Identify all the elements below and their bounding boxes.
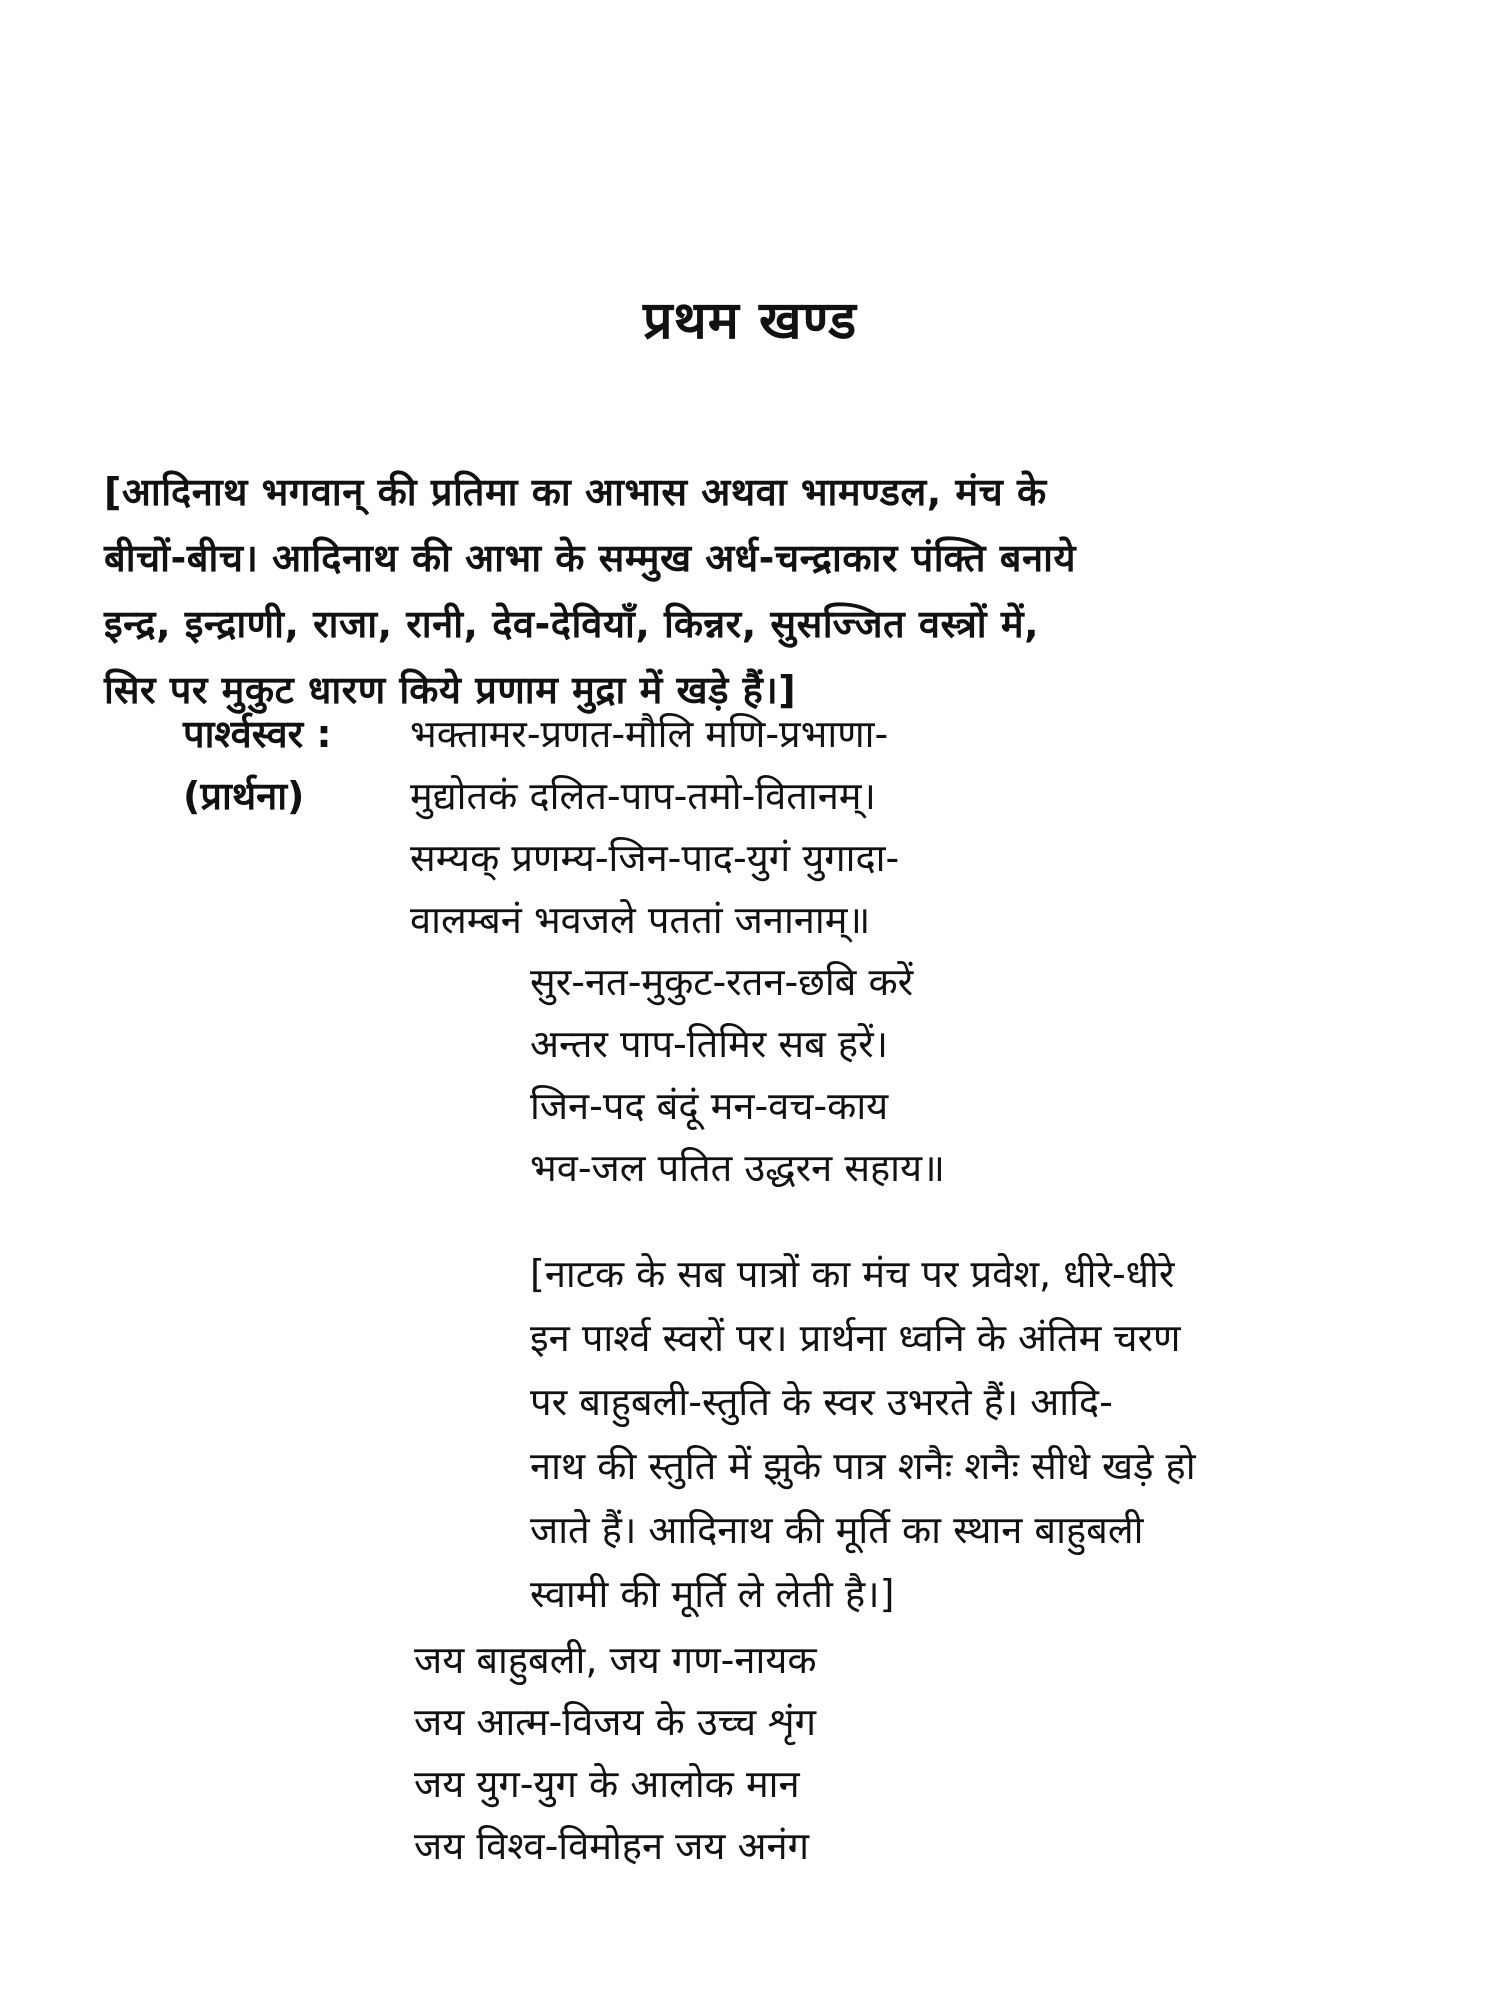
verse-line: सम्यक् प्रणम्य-जिन-पाद-युगं युगादा- bbox=[410, 836, 900, 880]
verse-line: मुद्योतकं दलित-पाप-तमो-वितानम्। bbox=[410, 774, 876, 818]
stanza-line: अन्तर पाप-तिमिर सब हरें। bbox=[530, 1022, 889, 1066]
jai-line: जय आत्म-विजय के उच्च शृंग bbox=[414, 1700, 817, 1744]
intro-line: सिर पर मुकुट धारण किये प्रणाम मुद्रा में खड़े हैं।] bbox=[104, 668, 797, 712]
stage-direction-line: [नाटक के सब पात्रों का मंच पर प्रवेश, धीरे-धीरे bbox=[530, 1252, 1175, 1296]
verse-line: भक्तामर-प्रणत-मौलि मणि-प्रभाणा- bbox=[410, 712, 889, 756]
verse-line: वालम्बनं भवजले पततां जनानाम्॥ bbox=[410, 898, 871, 942]
intro-line: [आदिनाथ भगवान् की प्रतिमा का आभास अथवा भामण्डल, मंच के bbox=[104, 470, 1047, 514]
stage-direction-line: स्वामी की मूर्ति ले लेती है।] bbox=[530, 1572, 895, 1616]
speaker-note: (प्रार्थना) bbox=[183, 774, 305, 818]
jai-line: जय युग-युग के आलोक मान bbox=[414, 1762, 800, 1806]
speaker-name: पार्श्वस्वर : bbox=[183, 712, 332, 756]
stage-direction-line: इन पार्श्व स्वरों पर। प्रार्थना ध्वनि के अंतिम चरण bbox=[530, 1316, 1181, 1360]
intro-line: बीचों-बीच। आदिनाथ की आभा के सम्मुख अर्ध-चन्द्राकार पंक्ति बनाये bbox=[104, 536, 1076, 580]
stage-direction-line: जाते हैं। आदिनाथ की मूर्ति का स्थान बाहुबली bbox=[530, 1508, 1144, 1552]
section-title: प्रथम खण्ड bbox=[642, 291, 858, 351]
stanza-line: सुर-नत-मुकुट-रतन-छबि करें bbox=[530, 960, 914, 1004]
stanza-line: भव-जल पतित उद्धरन सहाय॥ bbox=[530, 1146, 945, 1190]
jai-line: जय विश्व-विमोहन जय अनंग bbox=[414, 1824, 809, 1868]
stanza-line: जिन-पद बंदूं मन-वच-काय bbox=[530, 1084, 889, 1128]
intro-line: इन्द्र, इन्द्राणी, राजा, रानी, देव-देवियाँ, किन्नर, सुसज्जित वस्त्रों में, bbox=[104, 602, 1040, 646]
jai-line: जय बाहुबली, जय गण-नायक bbox=[414, 1638, 817, 1682]
stage-direction-line: नाथ की स्तुति में झुके पात्र शनैः शनैः सीधे खड़े हो bbox=[530, 1444, 1196, 1488]
stage-direction-line: पर बाहुबली-स्तुति के स्वर उभरते हैं। आदि- bbox=[530, 1380, 1113, 1424]
